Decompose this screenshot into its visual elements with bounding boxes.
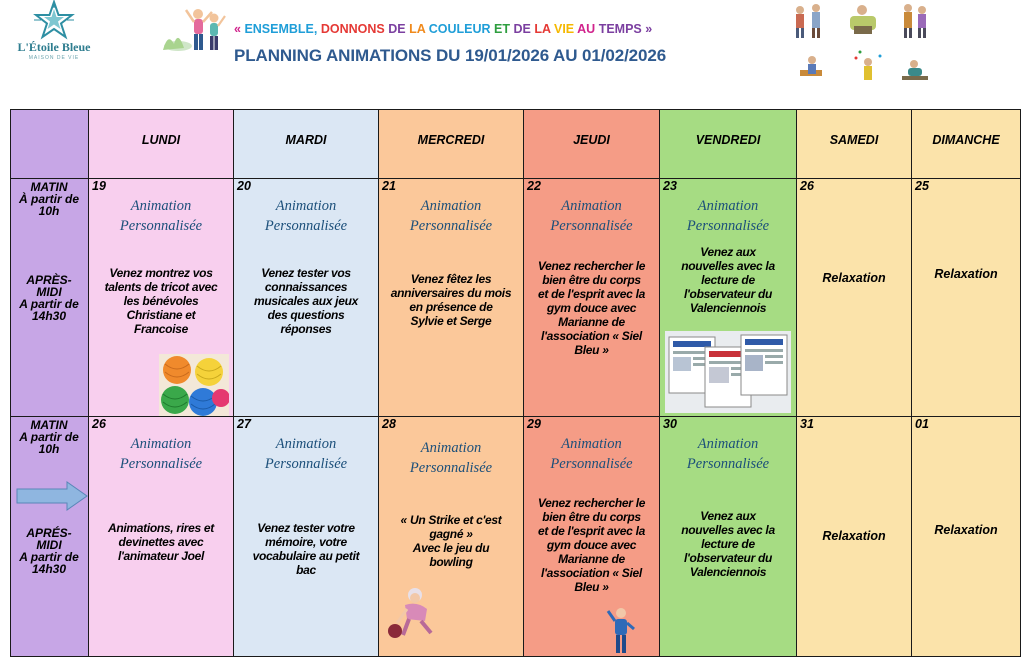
morning-label: MATIN À partir de 10h (18, 180, 79, 218)
activity-title: Animation Personnalisée (264, 436, 348, 472)
day-number: 01 (915, 417, 929, 431)
planning-table (10, 109, 1020, 655)
page-title: PLANNING ANIMATIONS DU 19/01/2026 AU 01/02/2026 (234, 46, 667, 65)
activity-description: Venez tester votre mémoire, votre vocabulaire au petit bac (252, 521, 360, 577)
activity-description: Venez montrez vos talents de tricot avec les bénévoles Christiane et Francoise (104, 266, 218, 336)
day-cell (379, 179, 524, 417)
slogan-part: ET (494, 22, 514, 36)
activity-description: Venez aux nouvelles avec la lecture de l'observateur du Valenciennois (681, 245, 775, 315)
exercise-illustration-icon (158, 2, 228, 54)
week-row (11, 179, 1021, 417)
logo-subtitle: MAISON DE VIE (28, 55, 80, 61)
day-number: 19 (92, 179, 106, 193)
activity-title: Animation Personnalisée (409, 440, 493, 476)
day-cell (912, 417, 1021, 657)
relaxation-label: Relaxation (934, 267, 998, 281)
star-logo-icon (31, 0, 77, 42)
gym-man-icon (606, 607, 636, 655)
activity-description: « Un Strike et c'est gagné » Avec le jeu du bowling (400, 513, 502, 569)
day-number: 22 (527, 179, 541, 193)
day-cell (379, 417, 524, 657)
day-cell (524, 179, 660, 417)
header-mardi: MARDI (234, 110, 379, 179)
week-row (11, 417, 1021, 657)
activity-title: Animation Personnalisée (686, 436, 770, 472)
afternoon-label: APRÈS- MIDI A partir de 14h30 (19, 273, 79, 323)
slogan-part: LA (409, 22, 429, 36)
corner-cell (11, 110, 89, 179)
slogan-part: VIE (553, 22, 578, 36)
day-number: 28 (382, 417, 396, 431)
header-vendredi: VENDREDI (660, 110, 797, 179)
arrow-right-icon (15, 481, 89, 511)
day-number: 29 (527, 417, 541, 431)
day-cell (660, 179, 797, 417)
logo (14, 0, 94, 68)
table-header-row (11, 110, 1021, 179)
day-number: 26 (92, 417, 106, 431)
activity-description: Venez tester vos connaissances musicales aux jeux des questions réponses (254, 266, 358, 336)
relaxation-label: Relaxation (934, 523, 998, 537)
time-label-cell (11, 417, 89, 657)
day-cell (234, 179, 379, 417)
slogan-part: COULEUR (428, 22, 495, 36)
slogan-part: DONNONS (320, 22, 389, 36)
header-mercredi: MERCREDI (379, 110, 524, 179)
day-cell (797, 179, 912, 417)
newspapers-icon (665, 331, 791, 413)
logo-name: L'Étoile Bleue (17, 40, 91, 54)
header-samedi: SAMEDI (797, 110, 912, 179)
activity-description: Venez fêtez les anniversaires du mois en présence de Sylvie et Serge (390, 272, 512, 328)
day-number: 26 (800, 179, 814, 193)
slogan-part: « (234, 22, 245, 36)
slogan-part: ENSEMBLE, (244, 22, 321, 36)
afternoon-label: APRÉS- MIDI A partir de 14h30 (19, 526, 79, 576)
slogan-part: AU (577, 22, 599, 36)
day-number: 21 (382, 179, 396, 193)
header-jeudi: JEUDI (524, 110, 660, 179)
activity-title: Animation Personnalisée (409, 198, 493, 234)
seniors-activities-icon (790, 0, 960, 92)
relaxation-label: Relaxation (822, 529, 886, 543)
activity-title: Animation Personnalisée (550, 436, 633, 472)
page-header (0, 0, 1024, 100)
activity-title: Animation Personnalisée (119, 198, 203, 234)
activity-title: Animation Personnalisée (550, 198, 633, 234)
day-cell (524, 417, 660, 657)
day-number: 27 (237, 417, 251, 431)
day-number: 25 (915, 179, 929, 193)
day-cell (89, 179, 234, 417)
day-cell (660, 417, 797, 657)
activity-description: Venez aux nouvelles avec la lecture de l'observateur du Valenciennois (681, 509, 775, 579)
bowling-lady-icon (385, 585, 441, 641)
activity-description: Animations, rires et devinettes avec l'animateur Joel (107, 521, 215, 563)
time-label-cell (11, 179, 89, 417)
day-cell (89, 417, 234, 657)
slogan-part: TEMPS » (598, 22, 653, 36)
day-number: 23 (663, 179, 677, 193)
header-dimanche: DIMANCHE (912, 110, 1021, 179)
day-cell (234, 417, 379, 657)
day-number: 31 (800, 417, 814, 431)
slogan-part: DE (513, 22, 535, 36)
activity-title: Animation Personnalisée (264, 198, 348, 234)
relaxation-label: Relaxation (822, 271, 886, 285)
slogan (234, 22, 652, 36)
activity-description: Venez rechercher le bien être du corps et de l'esprit avec la gym douce avec Marianne de l'association « Siel Bleu » (537, 259, 646, 357)
slogan-part: LA (534, 22, 554, 36)
activity-title: Animation Personnalisée (119, 436, 203, 472)
day-number: 20 (237, 179, 251, 193)
day-number: 30 (663, 417, 677, 431)
day-cell (797, 417, 912, 657)
header-lundi: LUNDI (89, 110, 234, 179)
day-cell (912, 179, 1021, 417)
activity-description: Venez rechercher le bien être du corps et de l'esprit avec la gym douce avec Marianne de l'association « Siel Bleu » (537, 496, 646, 594)
activity-title: Animation Personnalisée (686, 198, 770, 234)
slogan-part: DE (388, 22, 410, 36)
yarn-balls-icon (159, 354, 229, 416)
morning-label: MATIN A partir de 10h (19, 418, 79, 456)
